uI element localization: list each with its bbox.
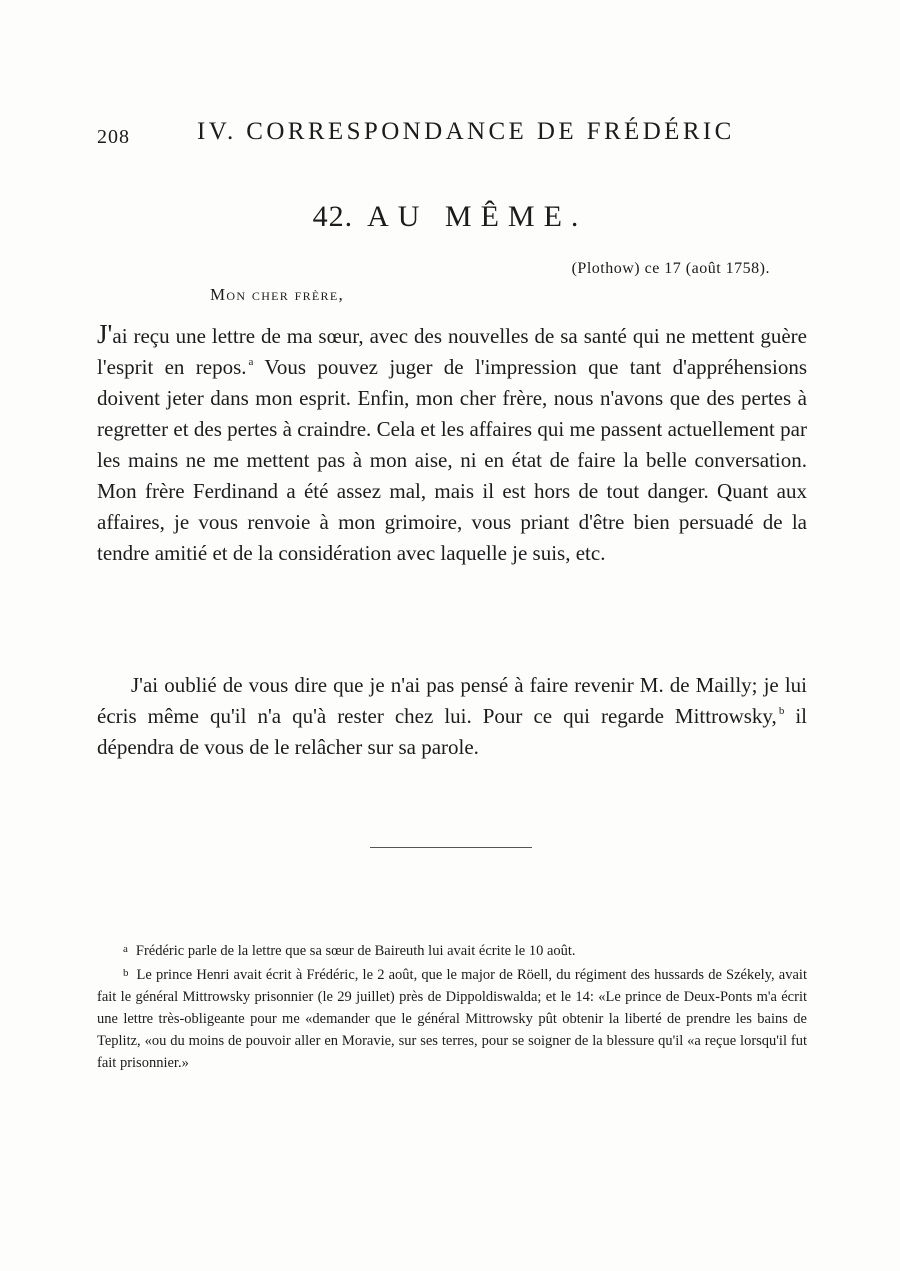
footnotes xyxy=(97,938,807,1074)
footnote-text: Le prince Henri avait écrit à Frédéric, le 2 août, que le major de Röell, du régiment des hussards de Székely, avait fait le général Mittrowsky prisonnier (le 29 juillet) près de Dippoldiswalda; et le 14: «Le prince de Deux-Ponts m'a écrit une lettre très-obligeante pour me «demander que le général Mittrowsky pût obtenir la liberté de prendre les bains de Teplitz, «ou du moins de pouvoir aller en Moravie, sur ses terres, pour se soigner de la blessure qu'il «a reçue lorsqu'il fut fait prisonnier.» xyxy=(97,967,807,1071)
running-title: IV. CORRESPONDANCE DE FRÉDÉRIC xyxy=(197,118,735,145)
paragraph-2-text-b: il dépendra de vous de le relâcher sur sa parole. xyxy=(97,704,807,759)
page-number: 208 xyxy=(97,126,130,148)
footnote-text: Frédéric parle de la lettre que sa sœur de Baireuth lui avait écrite le 10 août. xyxy=(135,943,576,959)
paragraph-1-text-a: J'ai reçu une lettre de ma sœur, avec des nouvelles de sa santé qui ne mettent guère l'esprit en repos. xyxy=(97,319,807,379)
footnote-ref-a: a xyxy=(248,356,254,368)
letter-heading xyxy=(0,200,900,234)
separator-rule xyxy=(370,847,532,848)
paragraph-2-text-a: J'ai oublié de vous dire que je n'ai pas pensé à faire revenir M. de Mailly; je lui écris même qu'il n'a qu'à rester chez lui. Pour ce qui regarde Mittrowsky, xyxy=(97,673,807,728)
letter-paragraph-1 xyxy=(97,319,807,569)
dateline: (Plothow) ce 17 (août 1758). xyxy=(571,260,770,277)
footnote-ref-b: b xyxy=(778,705,785,717)
footnote-b xyxy=(97,962,807,1074)
running-head xyxy=(97,116,735,150)
footnote-mark: b xyxy=(123,967,129,979)
footnote-mark: a xyxy=(123,943,128,955)
letter-number: 42. xyxy=(312,200,354,233)
salutation: Mon cher frère, xyxy=(210,285,345,304)
footnote-a xyxy=(97,938,807,962)
letter-title: AU MÊME. xyxy=(367,200,588,233)
letter-paragraph-2 xyxy=(97,670,807,763)
paragraph-1-text-b: Vous pouvez juger de l'impression que tant d'appréhensions doivent jeter dans mon esprit. Enfin, mon cher frère, nous n'avons que des pertes à regretter et des pertes à craindre. Cela et les affaires qui me passent actuellement par les mains ne me mettent pas à mon aise, ni en état de faire la belle conversation. Mon frère Ferdinand a été assez mal, mais il est hors de tout danger. Quant aux affaires, je vous renvoie à mon grimoire, vous priant d'être bien persuadé de la tendre amitié et de la considération avec laquelle je suis, etc. xyxy=(97,355,807,565)
